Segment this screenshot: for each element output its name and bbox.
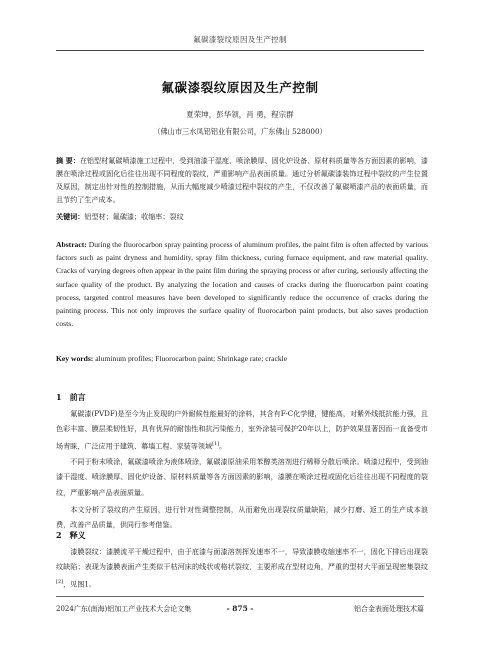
abstract-en-text: During the fluorocarbon spray painting process of aluminum profiles, the paint film is often affected by various factors such as paint dryness and humidity, spray film thickness, curing furnace equipment, and raw material quality. Cracks of varying degrees often appear in the paint film during the spraying process or after curing, seriously affecting the surface quality of the product. By analyzing the location and causes of cracks during the fluorocarbon paint coating process, targeted control measures have been developed to significantly reduce the occurrence of cracks during the painting process. This not only improves the surface quality of fluorocarbon paint products, but also saves production costs. bbox=[56, 240, 428, 329]
paper-title: 氟碳漆裂纹原因及生产控制 bbox=[161, 80, 319, 95]
footer-section: 铝合金表面处理技术篇 bbox=[354, 605, 424, 613]
keywords-cn-label: 关键词： bbox=[56, 212, 85, 221]
footer-proceedings: 2024广东(南海)铝加工产业技术大会论文集 bbox=[56, 605, 192, 613]
citation-2: [2] bbox=[56, 578, 64, 585]
section-2-paragraph-1: 漆膜裂纹：漆膜流平干燥过程中，由于底漆与面漆溶剂挥发速率不一，导致漆膜收缩速率不一，固化下排后出现裂纹缺陷；表现为漆膜表面产生类似干枯河床的线状或格状裂纹，主要形成在型材边角，严重的型材大平面呈现密集裂纹[2]，见图1。 bbox=[56, 547, 428, 589]
section-1-heading: 1 前言 bbox=[56, 392, 86, 402]
citation-1: [1] bbox=[212, 440, 220, 447]
keywords-en-label: Key words: bbox=[56, 354, 94, 363]
paper-authors: 夏荣坤，彭华领，肖 勇，程宗群 bbox=[186, 110, 294, 119]
keywords-en-text: aluminum profiles; Fluorocarbon paint; Shrinkage rate; crackle bbox=[95, 354, 288, 363]
section-1-paragraph-1: 氟碳漆(PVDF)是至今为止发现的户外耐候性能最好的涂料，其含有F-C化学键，键能高，对紫外线抵抗能力强，且色彩丰富、膜层柔韧性好，具有优异的耐蚀性和抗污染能力，室外涂装可保护20年以上，防护效果显著因而一直备受市场青睐，广泛应用于建筑、幕墙工程、家装等领域[1]。 bbox=[56, 409, 428, 451]
section-1-paragraph-3: 本文分析了裂纹的产生原因，进行针对性调整控制，从而避免出现裂纹质量缺陷，减少打磨、返工的生产成本浪费，改善产品质量，供同行参考借鉴。 bbox=[56, 505, 428, 530]
abstract-cn-label: 摘 要： bbox=[56, 156, 80, 165]
section-1-paragraph-2: 不同于粉末喷涂，氟碳漆喷涂为液体喷涂，氟碳漆原油采用苯醇类溶剂进行稀释分散后喷涂。喷漆过程中，受到油漆干湿度、喷涂膜厚、固化炉设备、原材料质量等各方面因素的影响，漆膜在喷涂过程或固化后往往出现不同程度的裂纹，严重影响产品表面质量。 bbox=[56, 457, 428, 497]
abstract-en-label: Abstract: bbox=[56, 240, 87, 249]
keywords-en bbox=[56, 352, 428, 365]
footer-rule bbox=[56, 596, 424, 597]
abstract-cn-text: 在铝型材氟碳喷漆施工过程中，受到油漆干湿度、喷涂膜厚、固化炉设备、原材料质量等各方面因素的影响，漆膜在喷涂过程或固化后往往出现不同程度的裂纹，严重影响产品表面质量。通过分析氟碳漆装饰过程中裂纹的产生位置及原因，制定出针对性的控制措施，从而大幅度减少喷漆过程中裂纹的产生，不仅改善了氟碳喷漆产品的表面质量，而且节约了生产成本。 bbox=[56, 156, 428, 204]
abstract-en bbox=[56, 238, 428, 330]
abstract-cn bbox=[56, 154, 428, 206]
paper-affiliation: （佛山市三水凤铝铝业有限公司，广东佛山 528000） bbox=[153, 127, 327, 136]
keywords-cn bbox=[56, 210, 428, 223]
running-header: 氟碳漆裂纹原因及生产控制 bbox=[193, 35, 287, 44]
section-2-heading: 2 释义 bbox=[56, 530, 86, 540]
page-number: - 875 - bbox=[226, 604, 254, 613]
header-rule bbox=[56, 50, 424, 51]
keywords-cn-text: 铝型材；氟碳漆；收缩率；裂纹 bbox=[84, 212, 184, 221]
